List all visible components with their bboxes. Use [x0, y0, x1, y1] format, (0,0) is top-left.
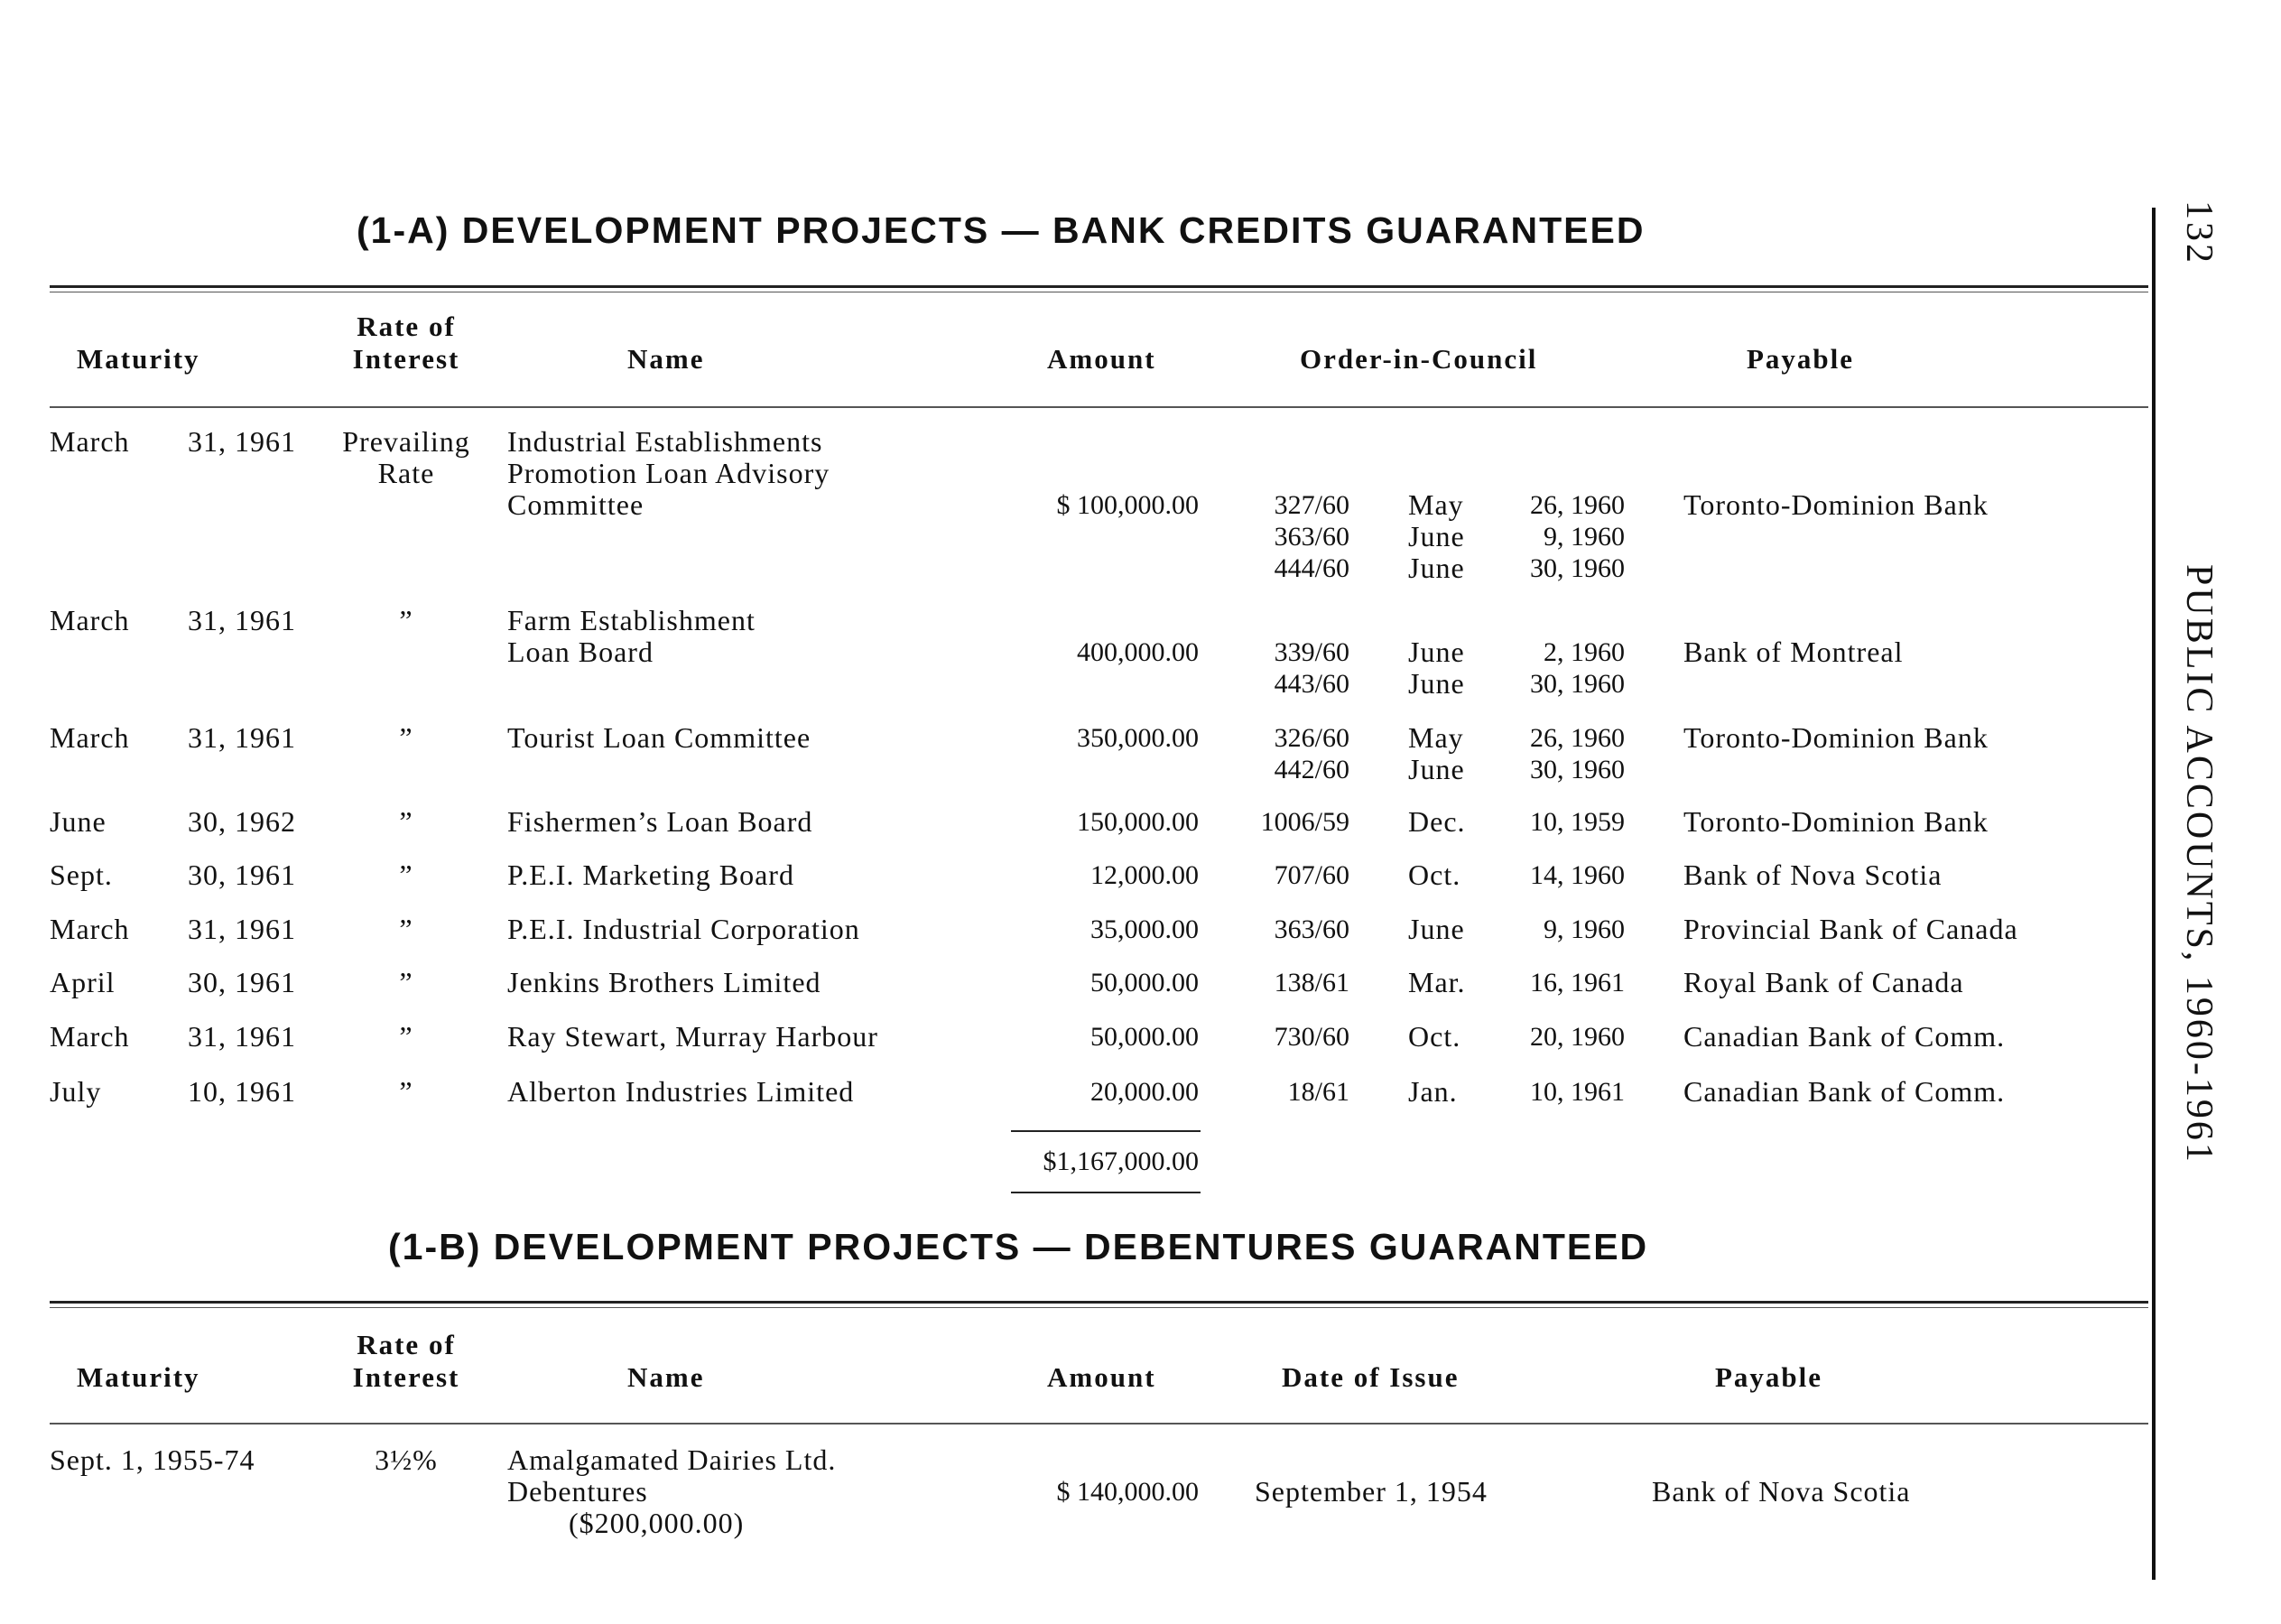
oic-number: 339/60: [1274, 637, 1349, 667]
project-name: Promotion Loan Advisory: [507, 457, 830, 489]
oic-day: 26, 1960: [1530, 723, 1625, 753]
section-b-top-rule: [50, 1301, 2148, 1304]
oic-number: 707/60: [1274, 860, 1349, 890]
project-name: P.E.I. Marketing Board: [507, 858, 794, 891]
header-b-maturity: Maturity: [77, 1361, 200, 1393]
oic-number: 138/61: [1274, 968, 1349, 998]
payable: Bank of Nova Scotia: [1683, 858, 1943, 891]
oic-number: 1006/59: [1260, 807, 1349, 837]
oic-month: June: [1408, 552, 1465, 584]
oic-day: 9, 1960: [1544, 522, 1625, 552]
oic-number: 444/60: [1274, 553, 1349, 583]
oic-day: 20, 1960: [1530, 1022, 1625, 1052]
payable: Toronto-Dominion Bank: [1683, 805, 1989, 838]
maturity-month: July: [50, 1075, 102, 1108]
oic-day: 9, 1960: [1544, 914, 1625, 944]
oic-number: 18/61: [1287, 1077, 1349, 1107]
interest-rate: ”: [399, 1075, 413, 1108]
amount: 50,000.00: [1090, 968, 1199, 998]
interest-rate: ”: [399, 1020, 413, 1053]
maturity-month: April: [50, 966, 116, 998]
header-name: Name: [627, 343, 705, 375]
oic-month: June: [1408, 520, 1465, 552]
project-name: Alberton Industries Limited: [507, 1075, 855, 1108]
maturity-day: 30, 1961: [188, 858, 296, 891]
interest-rate: ”: [399, 805, 413, 838]
oic-month: Oct.: [1408, 1020, 1461, 1053]
oic-day: 30, 1960: [1530, 669, 1625, 699]
amount: 150,000.00: [1077, 807, 1199, 837]
payable: Toronto-Dominion Bank: [1683, 488, 1989, 521]
right-margin-rule: [2152, 208, 2156, 1580]
oic-month: Mar.: [1408, 966, 1466, 998]
header-b-rate: [334, 1329, 478, 1394]
project-name: Loan Board: [507, 636, 654, 668]
maturity: Sept. 1, 1955-74: [50, 1443, 255, 1476]
total-rule-top: [1011, 1130, 1201, 1132]
oic-month: Jan.: [1408, 1075, 1458, 1108]
oic-day: 10, 1959: [1530, 807, 1625, 837]
maturity-day: 30, 1961: [188, 966, 296, 998]
date-of-issue: September 1, 1954: [1255, 1475, 1488, 1508]
oic-number: 443/60: [1274, 669, 1349, 699]
header-payable: Payable: [1747, 343, 1855, 375]
payable: Toronto-Dominion Bank: [1683, 721, 1989, 754]
amount: 12,000.00: [1090, 860, 1199, 890]
oic-month: June: [1408, 636, 1465, 668]
section-b-header-rule: [50, 1423, 2148, 1424]
oic-month: May: [1408, 488, 1464, 521]
header-b-date-of-issue: Date of Issue: [1282, 1361, 1460, 1393]
payable: Canadian Bank of Comm.: [1683, 1075, 2006, 1108]
project-name: Industrial Establishments: [507, 425, 823, 458]
payable: Royal Bank of Canada: [1683, 966, 1964, 998]
oic-month: June: [1408, 913, 1465, 945]
debenture-name: ($200,000.00): [569, 1507, 745, 1539]
page-number: 132: [2178, 200, 2220, 265]
amount: $ 100,000.00: [1056, 490, 1199, 520]
oic-number: 326/60: [1274, 723, 1349, 753]
section-a-top-rule: [50, 285, 2148, 288]
maturity-day: 31, 1961: [188, 425, 296, 458]
maturity-day: 31, 1961: [188, 604, 296, 636]
oic-number: 327/60: [1274, 490, 1349, 520]
interest-rate: ”: [399, 604, 413, 636]
project-name: Ray Stewart, Murray Harbour: [507, 1020, 878, 1053]
debenture-name: Debentures: [507, 1475, 648, 1508]
maturity-month: March: [50, 604, 130, 636]
amount: $ 140,000.00: [1056, 1477, 1199, 1507]
oic-number: 363/60: [1274, 914, 1349, 944]
header-b-rate-line1: Rate of: [357, 1329, 456, 1360]
header-maturity: Maturity: [77, 343, 200, 375]
header-order-in-council: Order-in-Council: [1300, 343, 1538, 375]
amount: 350,000.00: [1077, 723, 1199, 753]
oic-number: 442/60: [1274, 755, 1349, 784]
header-b-name: Name: [627, 1361, 705, 1393]
debenture-name: Amalgamated Dairies Ltd.: [507, 1443, 837, 1476]
oic-day: 30, 1960: [1530, 553, 1625, 583]
amount: 20,000.00: [1090, 1077, 1199, 1107]
maturity-day: 30, 1962: [188, 805, 296, 838]
header-rate: [334, 311, 478, 376]
oic-day: 2, 1960: [1544, 637, 1625, 667]
maturity-day: 10, 1961: [188, 1075, 296, 1108]
project-name: P.E.I. Industrial Corporation: [507, 913, 860, 945]
header-rate-line1: Rate of: [357, 311, 456, 342]
oic-day: 16, 1961: [1530, 968, 1625, 998]
maturity-month: March: [50, 425, 130, 458]
maturity-day: 31, 1961: [188, 721, 296, 754]
payable: Canadian Bank of Comm.: [1683, 1020, 2006, 1053]
maturity-day: 31, 1961: [188, 1020, 296, 1053]
interest-rate: Prevailing: [342, 425, 470, 458]
maturity-month: Sept.: [50, 858, 113, 891]
oic-number: 363/60: [1274, 522, 1349, 552]
amount: 50,000.00: [1090, 1022, 1199, 1052]
section-a-title: (1-A) DEVELOPMENT PROJECTS — BANK CREDITS GUARANTEED: [357, 209, 1646, 251]
section-b-title: (1-B) DEVELOPMENT PROJECTS — DEBENTURES GUARANTEED: [388, 1226, 1649, 1267]
grand-total: $1,167,000.00: [1043, 1146, 1199, 1176]
interest-rate: Rate: [377, 457, 435, 489]
maturity-month: June: [50, 805, 107, 838]
oic-day: 30, 1960: [1530, 755, 1625, 784]
running-title: PUBLIC ACCOUNTS, 1960-1961: [2178, 564, 2220, 1165]
maturity-day: 31, 1961: [188, 913, 296, 945]
maturity-month: March: [50, 1020, 130, 1053]
interest-rate: ”: [399, 721, 413, 754]
oic-day: 10, 1961: [1530, 1077, 1625, 1107]
section-b-top-rule-2: [50, 1307, 2148, 1308]
section-a-header-rule: [50, 406, 2148, 408]
project-name: Farm Establishment: [507, 604, 756, 636]
header-b-payable: Payable: [1715, 1361, 1823, 1393]
oic-month: May: [1408, 721, 1464, 754]
total-rule-bottom: [1011, 1192, 1201, 1193]
header-b-rate-line2: Interest: [352, 1361, 460, 1393]
oic-month: June: [1408, 667, 1465, 700]
interest-rate: ”: [399, 913, 413, 945]
project-name: Fishermen’s Loan Board: [507, 805, 813, 838]
amount: 400,000.00: [1077, 637, 1199, 667]
project-name: Jenkins Brothers Limited: [507, 966, 821, 998]
interest-rate: ”: [399, 858, 413, 891]
project-name: Committee: [507, 488, 644, 521]
payable: Bank of Nova Scotia: [1652, 1475, 1911, 1508]
oic-number: 730/60: [1274, 1022, 1349, 1052]
header-rate-line2: Interest: [352, 343, 460, 375]
payable: Bank of Montreal: [1683, 636, 1904, 668]
oic-month: Dec.: [1408, 805, 1466, 838]
maturity-month: March: [50, 913, 130, 945]
amount: 35,000.00: [1090, 914, 1199, 944]
oic-day: 14, 1960: [1530, 860, 1625, 890]
oic-month: June: [1408, 753, 1465, 785]
payable: Provincial Bank of Canada: [1683, 913, 2018, 945]
header-b-amount: Amount: [1047, 1361, 1156, 1393]
oic-month: Oct.: [1408, 858, 1461, 891]
project-name: Tourist Loan Committee: [507, 721, 811, 754]
oic-day: 26, 1960: [1530, 490, 1625, 520]
header-amount: Amount: [1047, 343, 1156, 375]
maturity-month: March: [50, 721, 130, 754]
interest-rate: 3½%: [375, 1443, 438, 1476]
interest-rate: ”: [399, 966, 413, 998]
